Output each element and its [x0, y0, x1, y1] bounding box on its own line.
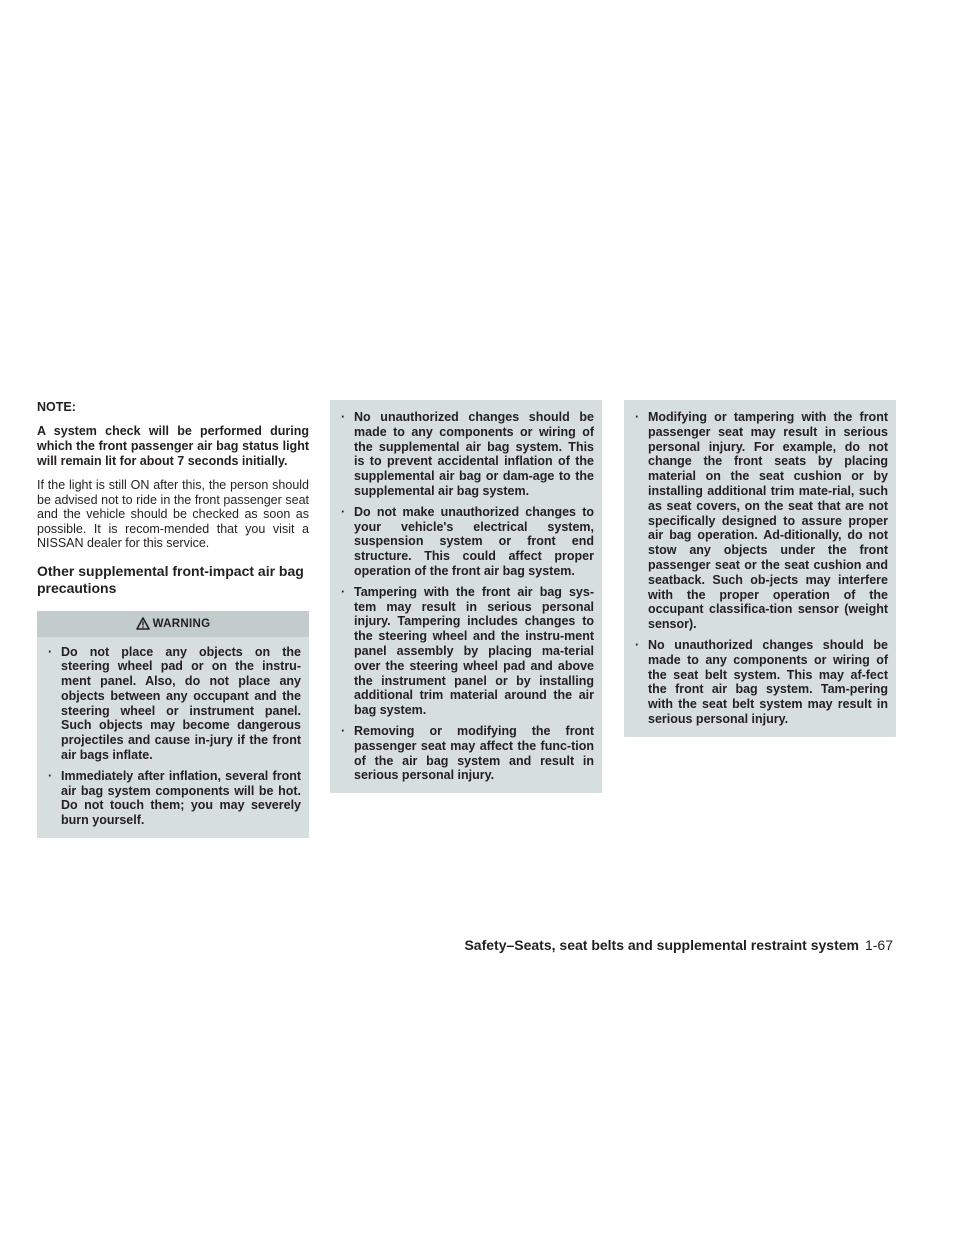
warning-list — [632, 410, 888, 727]
column-3 — [624, 400, 896, 737]
warning-item: · Removing or modifying the front passenger seat may affect the func-tion of the air bag system and result in serious personal injury. — [338, 724, 594, 783]
warning-box-continued — [624, 400, 896, 737]
warning-title: WARNING — [152, 617, 211, 630]
footer-section-title: Safety–Seats, seat belts and supplemental restraint system — [464, 937, 859, 953]
page-footer — [464, 937, 893, 953]
warning-item: · Do not place any objects on the steering wheel pad or on the instru-ment panel. Also, do not place any objects between any occupant and the steering wheel or instrument panel. Such objects may become dangerous projectiles and cause in-jury if the front air bags inflate. — [45, 645, 301, 763]
column-1 — [37, 400, 309, 838]
warning-triangle-icon — [136, 617, 150, 630]
warning-box — [37, 611, 309, 839]
warning-box-continued — [330, 400, 602, 793]
warning-item: · Tampering with the front air bag sys-tem may result in serious personal injury. Tampering includes changes to the steering wheel and the instru-ment panel assembly by placing ma-terial over the steering wheel pad and above the instrument panel or by installing additional trim material around the air bag system. — [338, 585, 594, 718]
note-body-text: If the light is still ON after this, the person should be advised not to ride in the front passenger seat and the vehicle should be checked as soon as possible. It is recom-mended that you visit a NISSAN dealer for this service. — [37, 478, 309, 550]
warning-item: · No unauthorized changes should be made to any components or wiring of the seat belt system. This may af-fect the front air bag system. Tam-pering with the seat belt system may result in serious personal injury. — [632, 638, 888, 727]
warning-list — [338, 410, 594, 783]
warning-item: · Immediately after inflation, several front air bag system components will be hot. Do not touch them; you may severely burn yourself. — [45, 769, 301, 828]
warning-item: · Modifying or tampering with the front passenger seat may result in serious personal injury. For example, do not change the front seats by placing material on the seat cushion or by installing additional trim mate-rial, such as seat covers, on the seat that are not specifically designed to assure proper air bag operation. Ad-ditionally, do not stow any objects under the front passenger seat or the seat cushion and seatback. Such ob-jects may interfere with the proper operation of the occupant classifica-tion sensor (weight sensor). — [632, 410, 888, 632]
warning-item: · No unauthorized changes should be made to any components or wiring of the supplemental air bag system. This is to prevent accidental inflation of the supplemental air bag or dam-age to the supplemental air bag system. — [338, 410, 594, 499]
note-bold-text: A system check will be performed during which the front passenger air bag status light will remain lit for about 7 seconds initially. — [37, 424, 309, 468]
warning-item: · Do not make unauthorized changes to your vehicle's electrical system, suspension system or front end structure. This could affect proper operation of the front air bag system. — [338, 505, 594, 579]
warning-header — [37, 611, 309, 637]
column-2 — [330, 400, 602, 793]
page-number: 1-67 — [864, 937, 893, 953]
section-heading: Other supplemental front-impact air bag precautions — [37, 562, 304, 596]
note-label: NOTE: — [37, 400, 76, 414]
warning-list — [45, 645, 301, 829]
